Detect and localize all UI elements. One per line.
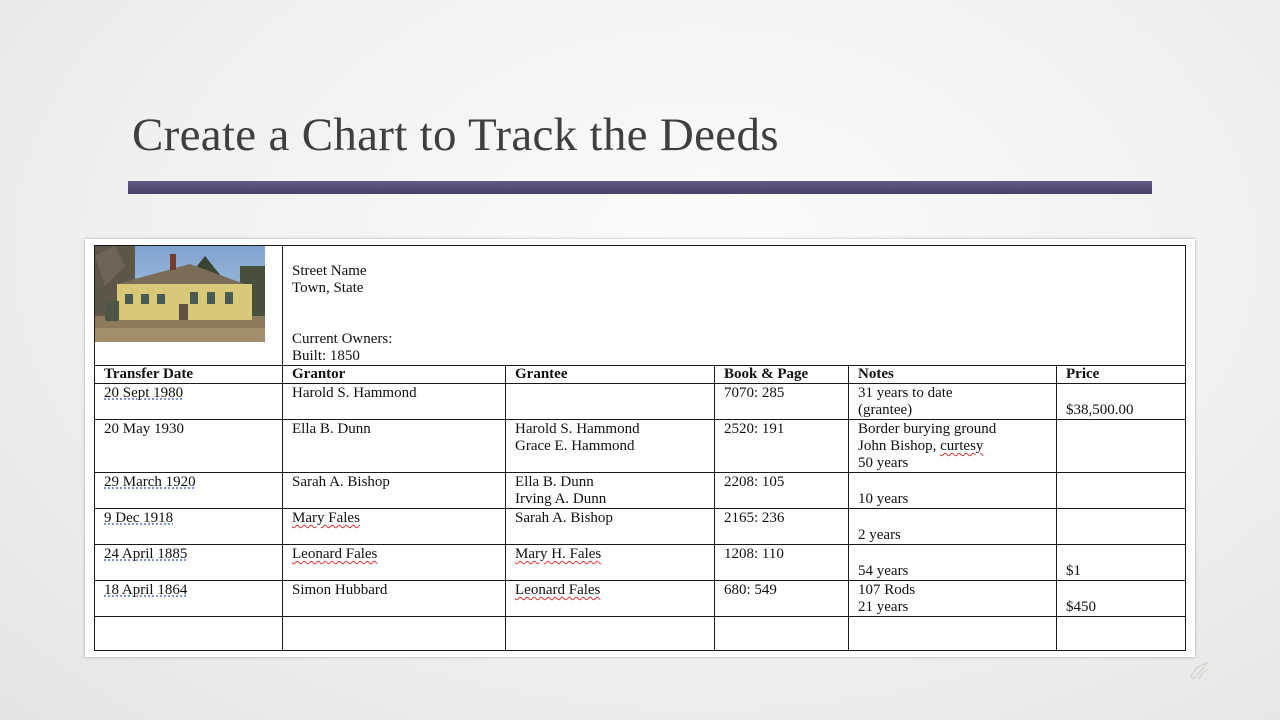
transfer-date-cell [95, 581, 283, 617]
grantee-cell [506, 581, 715, 617]
col-header-price: Price [1057, 366, 1186, 384]
empty-cell [715, 617, 849, 651]
table-row [95, 581, 1186, 617]
grantor: Mary Fales [292, 510, 360, 526]
house-photo [95, 246, 265, 342]
book-page-cell [715, 581, 849, 617]
price: $1 [1066, 563, 1081, 579]
grantor-cell [283, 384, 506, 420]
notes-line: Border burying ground [858, 421, 997, 437]
notes-line: 50 years [858, 455, 909, 471]
grantor: Leonard Fales [292, 546, 378, 562]
transfer-date: 9 Dec 1918 [104, 510, 174, 526]
empty-cell [1057, 617, 1186, 651]
table-header-row [95, 366, 1186, 384]
col-header-notes: Notes [849, 366, 1057, 384]
notes-line: (grantee) [858, 402, 913, 418]
book-page-cell [715, 473, 849, 509]
grantee-cell [506, 384, 715, 420]
table-row [95, 509, 1186, 545]
price-cell [1057, 509, 1186, 545]
transfer-date: 29 March 1920 [104, 474, 196, 490]
price-line [1066, 546, 1176, 563]
notes-line: 107 Rods [858, 582, 916, 598]
transfer-date-cell [95, 384, 283, 420]
property-info-cell [283, 246, 1186, 366]
deed-chart-document [85, 239, 1195, 657]
transfer-date-cell [95, 420, 283, 473]
transfer-date-cell [95, 509, 283, 545]
empty-cell [95, 617, 283, 651]
price-line [1066, 582, 1176, 599]
notes-cell [849, 384, 1057, 420]
col-header-grantor: Grantor [283, 366, 506, 384]
notes-line: John Bishop, curtesy [858, 438, 984, 454]
price-line [1066, 385, 1176, 402]
built-year: Built: 1850 [292, 348, 360, 364]
grantee: Sarah A. Bishop [515, 510, 613, 526]
notes-cell [849, 473, 1057, 509]
book-page: 680: 549 [724, 582, 777, 598]
empty-cell [506, 617, 715, 651]
grantor-cell [283, 420, 506, 473]
title-divider [128, 181, 1152, 194]
table-row [95, 384, 1186, 420]
table-row [95, 545, 1186, 581]
empty-table-row [95, 617, 1186, 651]
price-cell [1057, 545, 1186, 581]
transfer-date: 20 May 1930 [104, 421, 184, 437]
grantee-cell [506, 545, 715, 581]
grantee: Harold S. Hammond [515, 421, 640, 437]
price-cell [1057, 473, 1186, 509]
book-page-cell [715, 384, 849, 420]
deed-table [94, 245, 1186, 651]
notes-cell [849, 581, 1057, 617]
col-header-transfer-date: Transfer Date [95, 366, 283, 384]
notes-line [858, 474, 1047, 491]
transfer-date-cell [95, 545, 283, 581]
book-page: 7070: 285 [724, 385, 785, 401]
book-page-cell [715, 509, 849, 545]
table-row [95, 420, 1186, 473]
slide-title: Create a Chart to Track the Deeds [132, 109, 779, 161]
price-cell [1057, 384, 1186, 420]
street-name: Street Name [292, 263, 367, 279]
empty-cell [283, 617, 506, 651]
grantee: Leonard Fales [515, 582, 601, 598]
transfer-date-cell [95, 473, 283, 509]
notes-line: 10 years [858, 491, 909, 507]
grantor-cell [283, 545, 506, 581]
book-page: 2208: 105 [724, 474, 785, 490]
notes-line [858, 510, 1047, 527]
book-page-cell [715, 420, 849, 473]
notes-line: 54 years [858, 563, 909, 579]
grantee-cell [506, 509, 715, 545]
town-state: Town, State [292, 280, 364, 296]
photo-cell [95, 246, 283, 366]
notes-cell [849, 509, 1057, 545]
property-header-row [95, 246, 1186, 366]
grantee: Ella B. Dunn [515, 474, 594, 490]
transfer-date: 20 Sept 1980 [104, 385, 184, 401]
col-header-grantee: Grantee [506, 366, 715, 384]
grantor: Simon Hubbard [292, 582, 388, 598]
grantor: Sarah A. Bishop [292, 474, 390, 490]
grantor: Ella B. Dunn [292, 421, 371, 437]
price: $450 [1066, 599, 1096, 615]
book-page: 1208: 110 [724, 546, 784, 562]
price: $38,500.00 [1066, 402, 1134, 418]
grantor-cell [283, 473, 506, 509]
table-row [95, 473, 1186, 509]
notes-line: 31 years to date [858, 385, 953, 401]
grantor-cell [283, 581, 506, 617]
price-cell [1057, 581, 1186, 617]
book-page: 2520: 191 [724, 421, 785, 437]
transfer-date: 24 April 1885 [104, 546, 188, 562]
grantee: Irving A. Dunn [515, 491, 607, 507]
notes-line: 2 years [858, 527, 901, 543]
notes-cell [849, 545, 1057, 581]
notes-cell [849, 420, 1057, 473]
notes-line [858, 546, 1047, 563]
notes-line: 21 years [858, 599, 909, 615]
grantee: Mary H. Fales [515, 546, 602, 562]
empty-cell [849, 617, 1057, 651]
col-header-book-page: Book & Page [715, 366, 849, 384]
grantee-cell [506, 420, 715, 473]
watermark-icon [1185, 657, 1213, 685]
book-page-cell [715, 545, 849, 581]
book-page: 2165: 236 [724, 510, 785, 526]
transfer-date: 18 April 1864 [104, 582, 188, 598]
grantee-cell [506, 473, 715, 509]
grantor: Harold S. Hammond [292, 385, 417, 401]
grantor-cell [283, 509, 506, 545]
grantee: Grace E. Hammond [515, 438, 635, 454]
price-cell [1057, 420, 1186, 473]
current-owners-label: Current Owners: [292, 331, 393, 347]
